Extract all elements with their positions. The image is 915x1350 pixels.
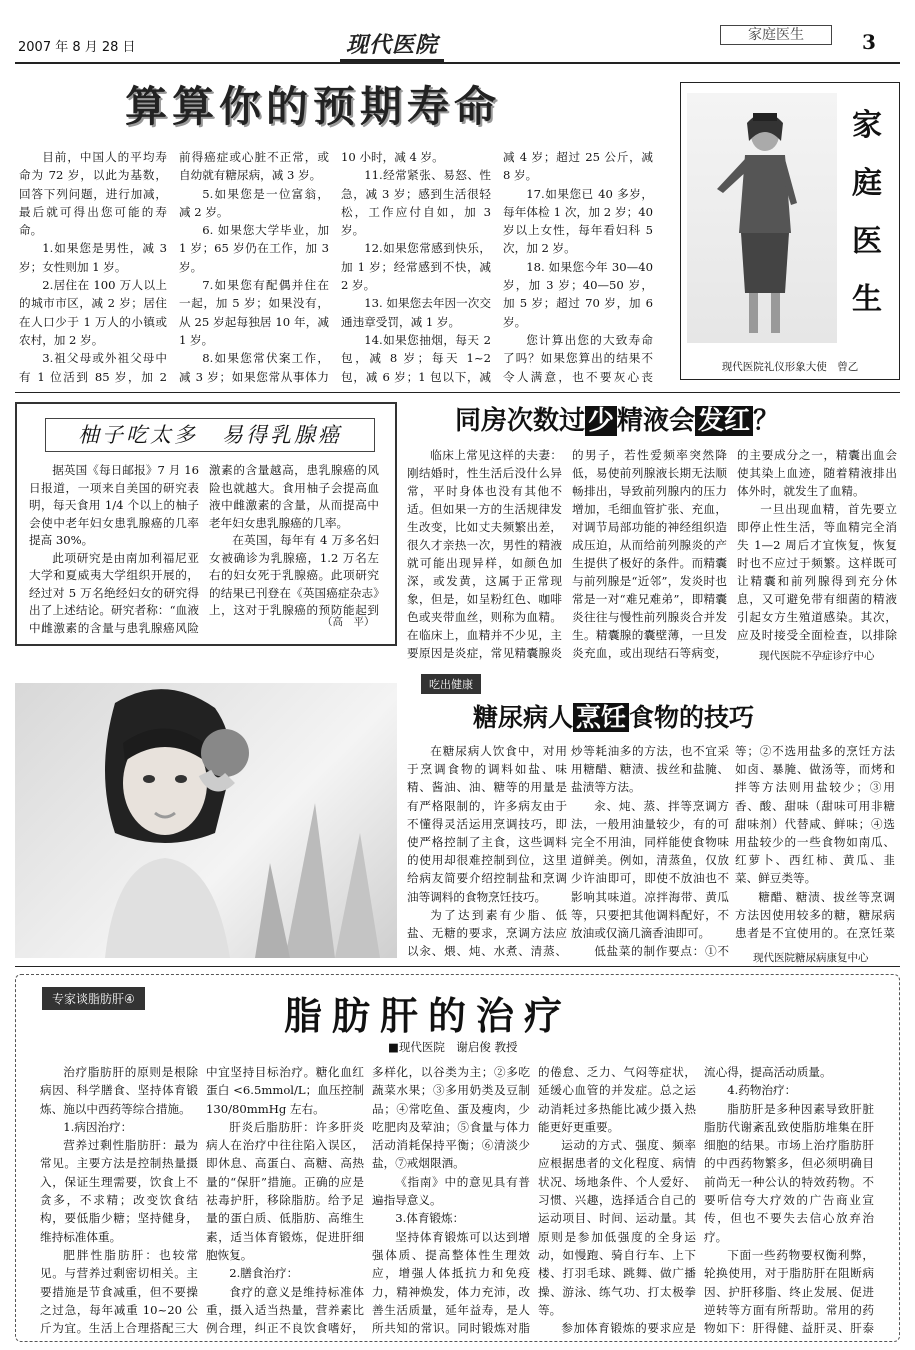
article-column: 据英国《每日邮报》7 月 16 日报道，一项来自美国的研究表明，每天食用 1/4 个以上的柚子会使中老年妇女患乳腺癌的几率提高 30%。 此项研究是由南加利福尼亚大学和夏威夷大学组织开展的，经过对 5 万名绝经妇女的研究得出了上述结论。研究者称：“血液中雌激素的含量与患乳腺癌风险 bbox=[29, 463, 199, 635]
article-blood-semen bbox=[405, 400, 900, 665]
article-column: 中宜坚持目标治疗。糖化血红蛋白 <6.5mmol/L；血压控制 130/80mmHg 左右。 肝炎后脂肪肝：许多肝炎病人在治疗中往往陷入误区，即休息、高蛋白、高糖、高热量的“保肝”措施。正确的应是祛毒护肝，移除脂肪。给予足量的蛋白质、低脂肪、高维生素，适当体育锻炼，促进肝细胞恢复。 2.膳食治疗： 食疗的意义是维持标准体重，摄入适当热量，营养素比例合理，纠正不良饮食嗜好， bbox=[206, 1065, 364, 1336]
header-rule bbox=[15, 62, 900, 64]
article-title: 脂肪肝的治疗 bbox=[284, 993, 573, 1038]
author-signature: 现代医院不孕症诊疗中心 bbox=[759, 650, 875, 662]
article-column: 的倦怠、乏力、气闷等症状，延缓心血管的并发症。总之运动消耗过多热能比减少摄入热能更好更重要。 运动的方式、强度、频率应根据患者的文化程度、病情状况、场地条件、个人爱好、习惯、兴趣，选择适合自己的运动项目、时间、运动量。其原则是参加低强度的全身运动，如慢跑、骑自行车、上下楼、打羽毛球、跳舞、做广播操、游泳、练气功、打太极拳等。 参加体育锻炼的要求应是 bbox=[538, 1065, 696, 1336]
hospital-ad bbox=[680, 82, 900, 380]
column-tag: 专家谈脂肪肝④ bbox=[42, 987, 145, 1010]
article-column: 在糖尿病人饮食中，对用于烹调食物的调料如盐、味精、酱油、油、糖等的用量是有严格限制的，许多病友由于不懂得灵活运用烹调技巧，即使严格控制了主食，这些调料的使用却很难控制到位，这里给病友简要介绍控制盐和烹调油等调料的食物烹饪技巧。 为了达到素有少脂、低盐、无糖的要求，烹调方法应以汆、煨、炖、水煮、清蒸、 bbox=[407, 744, 567, 959]
article-column: 治疗脂肪肝的原则是根除病因、科学膳食、坚持体育锻炼、施以中西药等综合措施。 1.病因治疗： 营养过剩性脂肪肝：最为常见。主要方法是控制热量摄入，保证生理需要，饮食上不贪多，不求精；改变饮食结构，要低脂少糖；坚持健身，维持标准体重。 肥胖性脂肪肝：也较常见。与营养过剩密切相关。主要措施是节食减重，但不要操之过急，每年减重 10~20 公斤为宜。生活上合理搭配三大 bbox=[40, 1065, 198, 1336]
masthead-logo: 现代医院 bbox=[340, 28, 444, 62]
author-signature: （高 平） bbox=[322, 616, 375, 628]
article-column: 的男子，若性爱频率突然降低，易使前列腺液长期无法顺畅排出，导致前列腺内的压力增加，毛细血管扩张、充血，对调节局部功能的神经组织造成压迫，从而给前列腺炎的产生提供了极好的条件。而精囊与前列腺是“近邻”，发炎时也常是一对“难兄难弟”，即精囊炎往往与慢性前列腺炎合并发生。精囊腺的囊壁薄，一旦发炎充血，或出现结石等病变， bbox=[572, 448, 727, 660]
article-title: 算算你的预期寿命 bbox=[125, 82, 502, 131]
article-diabetes-cooking bbox=[405, 672, 900, 964]
ad-caption: 现代医院礼仪形象大使 曾乙 bbox=[721, 361, 859, 373]
author-signature: 现代医院糖尿病康复中心 bbox=[753, 952, 869, 964]
article-column: 目前，中国人的平均寿命为 72 岁，以此为基数，回答下列问题，进行加减，最后就可得出您可能的寿命。 1.如果您是男性，减 3 岁；女性则加 1 岁。 2.居住在 100 万人以上的城市市区，减 2 岁；居住在人口少于 1 万人的小镇或农村，加 2 岁。 3.祖父母或外祖父母中有 1 位活到 85 岁，加 2 bbox=[19, 150, 167, 384]
article-fatty-liver bbox=[15, 974, 900, 1342]
article-column: 10 小时，减 4 岁。 11.经常紧张、易怒、性急，减 3 岁；感到生活很轻松，工作应付自如，加 3 岁。 12.如果您常感到快乐，加 1 岁；经常感到不快，减 2 岁。 13. 如果您去年因一次交通违章受罚，减 1 岁。 14.如果您抽烟，每天 2 包，减 8 岁；每天 1~2 包，减 6 岁；1 包以下，减 bbox=[341, 150, 491, 384]
article-column: 减 4 岁；超过 25 公斤，减 8 岁。 17.如果您已 40 多岁，每年体检 1 次，加 2 岁；40 岁以上女性，每年看妇科 5 次，加 2 岁。 18. 如果您今年 30—40 岁，加 3 岁；40—50 岁，加 5 岁；超过 70 岁，加 6 岁。 您计算出您的大致寿命了吗？如果您算出的结果不令人满意，也不要灰心丧 bbox=[503, 150, 653, 384]
ad-title: 家庭医生 bbox=[852, 108, 882, 317]
column-tag: 吃出健康 bbox=[421, 674, 481, 694]
page-number: 3 bbox=[862, 30, 876, 54]
article-title: 柚子吃太多 易得乳腺癌 bbox=[45, 418, 375, 452]
section-label: 家庭医生 bbox=[720, 25, 832, 45]
section-rule bbox=[15, 392, 900, 393]
section-rule bbox=[15, 966, 900, 967]
article-column: 多样化，以谷类为主；②多吃蔬菜水果；③多用奶类及豆制品；④常吃鱼、蛋及瘦肉，少吃肥肉及荤油；⑤食量与体力活动消耗保持平衡；⑥清淡少盐，⑦戒烟限酒。 《指南》中的意见具有普遍指导意义。 3.体育锻炼： 坚持体育锻炼可以达到增强体质、提高整体性生理效应，增强人体抵抗力和免疫力，精神焕发，体力充沛，改善生活质量，延年益寿，是人所共知的常识。同时锻炼对脂 bbox=[372, 1065, 530, 1336]
article-title: 同房次数过 少 精液会 发红 ？ bbox=[455, 406, 780, 436]
issue-date: 2007 年 8 月 28 日 bbox=[18, 40, 136, 55]
article-title: 糖尿病人 烹饪 食物的技巧 bbox=[473, 703, 755, 732]
photo-illustration bbox=[15, 683, 397, 958]
ambassador-figure bbox=[687, 93, 837, 343]
byline: ■现代医院 谢启俊 教授 bbox=[388, 1040, 518, 1054]
article-life-expectancy bbox=[15, 70, 670, 390]
ambassador-photo bbox=[687, 93, 837, 343]
article-column: 前得癌症或心脏不正常，或自幼就有糖尿病，减 3 岁。 5.如果您是一位富翁，减 2 岁。 6. 如果您大学毕业，加 1 岁；65 岁仍在工作，加 3 岁。 7.如果您有配偶并住在一起，加 5 岁；如果没有，从 25 岁起每独居 10 年，减 1 岁。 8.如果您常伏案工作，减 3 岁；如果您常从事体力 bbox=[179, 150, 329, 384]
article-column: 激素的含量越高，患乳腺癌的风险也就越大。食用柚子会提高血液中雌激素的含量，从而提高中老年妇女患乳腺癌的几率。 在英国，每年有 4 万多名妇女被确诊为乳腺癌，1.2 万名左右的妇女死于乳腺癌。此项研究的结果已刊登在《英国癌症杂志》上，这对于乳腺癌的预防能起到 bbox=[209, 463, 379, 617]
article-column: 等；②不选用盐多的烹饪方法如卤、暴腌、做汤等，而烤和拌等方法则用盐较少；③用香、酸、甜味（甜味可用非糖甜味剂）代替咸、鲜味；④选用盐较少的一些食物如南瓜、红萝卜、西红柿、黄瓜、韭菜、鲜豆类等。 糖醋、糖渍、拔丝等烹调方法因使用较多的糖，糖尿病患者是不宜使用的。在烹饪菜 bbox=[735, 744, 895, 941]
article-column: 的主要成分之一，精囊出血会使其染上血迹，随着精液排出体外时，就发生了血精。 一旦出现血精，首先要立即停止性生活，等血精完全消失 1—2 周后才宜恢复，恢复时也不应过于频繁。这样既可让精囊和前列腺得到充分休息，又可避免带有细菌的精液引起女方生殖道感染。其次，应及时接受全面检查，以排除 bbox=[737, 448, 897, 642]
article-column: 临床上常见这样的夫妻：刚结婚时，性生活后没什么异常，平时身体也没有其他不适。但如果一方的生活规律发生改变，比如丈夫频繁出差，很久才亲热一次，男性的精液就可能出现异样，如颜色加深，或发黄，这属于正常现象，但是，如呈粉红色、咖啡色或夹带血丝，则称为血精。在临床上，血精并不少见，主要原因是炎症，常见精囊腺炎 bbox=[407, 448, 562, 660]
girl-with-apple-photo bbox=[15, 683, 397, 958]
article-column: 炒等耗油多的方法，也不宜采用糖醋、糖渍、拔丝和盐腌、盐渍等方法。 汆、炖、蒸、拌等烹调方法，一般用油量较少，有的可完全不用油，同样能使食物味道鲜美。例如，清蒸鱼，仅放少许油即可，即使不放油也不影响其味道。凉拌海带、黄瓜等，只要把其他调料配好，不放油或仅滴几滴香油即可。 低盐菜的制作要点：①不 bbox=[571, 744, 729, 959]
article-column: 流心得，提高活动质量。 4.药物治疗： 脂肪肝是多种因素导致肝脏脂肪代谢紊乱致使脂肪堆集在肝细胞的结果。市场上治疗脂肪肝的中西药物繁多，但必须明确目前尚无一种公认的特效药物。不要听信夸大疗效的广告商业宣传，但也不要失去信心放弃治疗。 下面一些药物要权衡利弊，轮换使用，对于脂肪肝在阻断病因、护肝移脂、终止发展、促进逆转等方面有所帮助。常用的药物如下：肝得健、益肝灵、肝泰 bbox=[704, 1065, 874, 1336]
article-grapefruit bbox=[15, 402, 397, 646]
